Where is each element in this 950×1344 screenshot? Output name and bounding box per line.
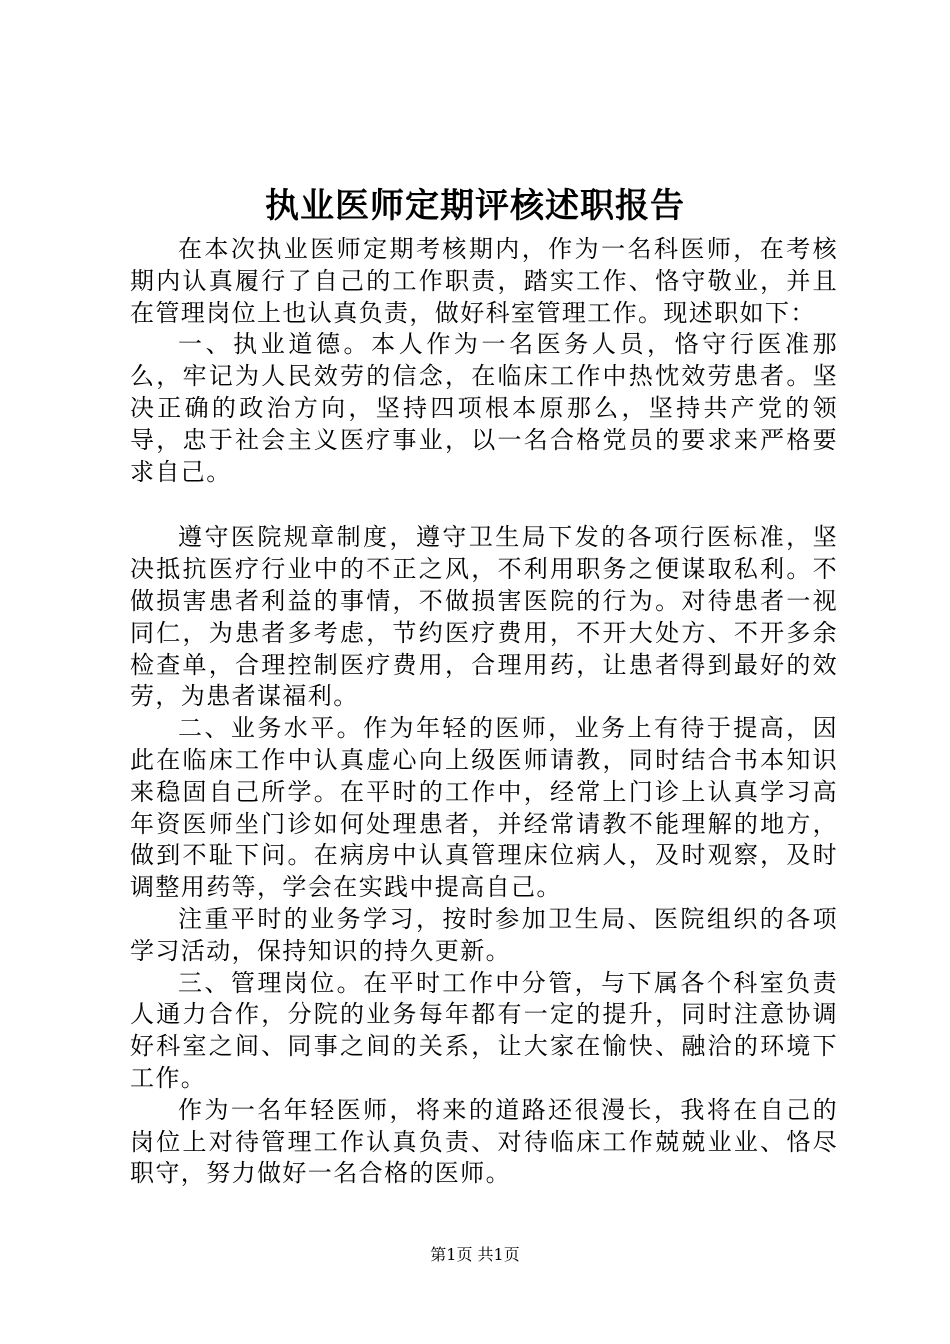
paragraph-conclusion: 作为一名年轻医师，将来的道路还很漫长，我将在自己的岗位上对待管理工作认真负责、对待临床工作兢兢业业、恪尽职守，努力做好一名合格的医师。	[130, 1095, 838, 1188]
paragraph-rules: 遵守医院规章制度，遵守卫生局下发的各项行医标准，坚决抵抗医疗行业中的不正之风，不利用职务之便谋取私利。不做损害患者利益的事情，不做损害医院的行为。对待患者一视同仁，为患者多考虑，节约医疗费用，不开大处方、不开多余检查单，合理控制医疗费用，合理用药，让患者得到最好的效劳，为患者谋福利。	[130, 523, 838, 711]
paragraph-ethics: 一、执业道德。本人作为一名医务人员，恪守行医准那么，牢记为人民效劳的信念，在临床工作中热忱效劳患者。坚决正确的政治方向，坚持四项根本原那么，坚持共产党的领导，忠于社会主义医疗事业，以一名合格党员的要求来严格要求自己。	[130, 330, 838, 486]
paragraph-study: 注重平时的业务学习，按时参加卫生局、医院组织的各项学习活动，保持知识的持久更新。	[130, 904, 838, 965]
paragraph-professional-level: 二、业务水平。作为年轻的医师，业务上有待于提高，因此在临床工作中认真虚心向上级医师请教，同时结合书本知识来稳固自己所学。在平时的工作中，经常上门诊上认真学习高年资医师坐门诊如何处理患者，并经常请教不能理解的地方，做到不耻下问。在病房中认真管理床位病人，及时观察，及时调整用药等，学会在实践中提高自己。	[130, 714, 838, 902]
paragraph-management: 三、管理岗位。在平时工作中分管，与下属各个科室负责人通力合作，分院的业务每年都有一定的提升，同时注意协调好科室之间、同事之间的关系，让大家在愉快、融洽的环境下工作。	[130, 968, 838, 1092]
document-body	[130, 234, 838, 1190]
document-title: 执业医师定期评核述职报告	[265, 186, 685, 226]
page-number-footer: 第1页 共1页	[430, 1245, 520, 1264]
paragraph-intro: 在本次执业医师定期考核期内，作为一名科医师，在考核期内认真履行了自己的工作职责，踏实工作、恪守敬业，并且在管理岗位上也认真负责，做好科室管理工作。现述职如下：	[130, 235, 838, 327]
